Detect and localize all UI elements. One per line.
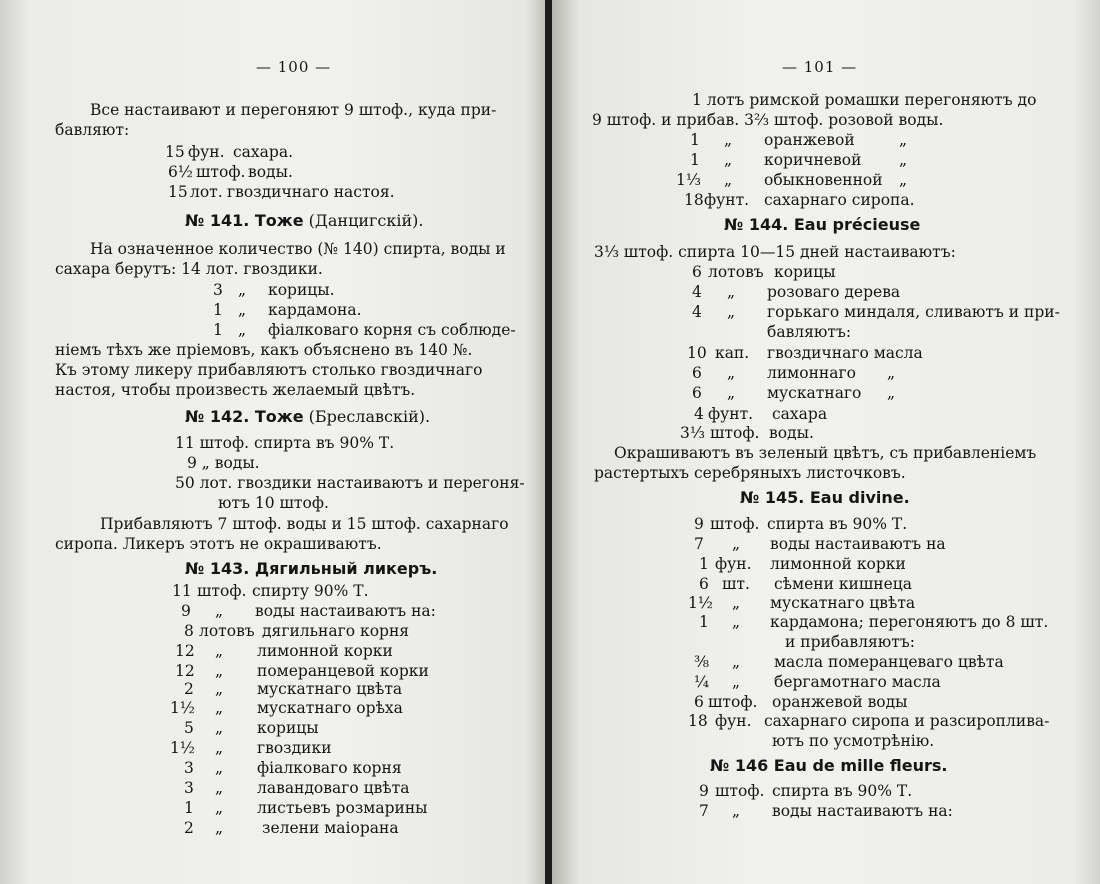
list-item: 1½ „ гвоздики — [170, 739, 332, 757]
text-line: растертыхъ серебряныхъ листочковъ. — [594, 464, 906, 482]
list-item: 1½ „ мускатнаго цвѣта — [688, 594, 916, 612]
list-item: 1 „ кардамона. — [213, 301, 362, 319]
list-item: 1 „ фіалковаго корня съ соблюде- — [213, 321, 516, 339]
list-item: ¼ „ бергамотнаго масла — [694, 673, 941, 691]
list-item: 1 „ коричневой „ — [690, 151, 908, 169]
list-item: 12 „ померанцевой корки — [175, 662, 429, 680]
list-item: 2 „ зелени маіорана — [184, 819, 399, 837]
text-line: Окрашиваютъ въ зеленый цвѣтъ, съ прибавленіемъ — [614, 444, 1037, 462]
list-item: 1 фун. лимонной корки — [699, 555, 906, 573]
recipe-heading: № 144. Eau précieuse — [724, 215, 921, 234]
list-item: 4 „ розоваго дерева — [692, 283, 901, 301]
list-item: 3⅓ штоф. воды. — [680, 424, 814, 442]
list-item: 8 лотовъ дягильнаго корня — [184, 622, 410, 640]
text-line: ніемъ тѣхъ же пріемовъ, какъ объяснено въ 140 №. — [55, 341, 473, 359]
list-item: 6 штоф. оранжевой воды — [694, 693, 908, 711]
list-item: 3 „ корицы. — [213, 281, 335, 299]
text-line: 1 лотъ римской ромашки перегоняютъ до — [692, 91, 1037, 109]
text-line: настоя, чтобы произвесть желаемый цвѣтъ. — [55, 381, 416, 399]
text-line: 50 лот. гвоздики настаиваютъ и перегоня- — [175, 474, 525, 492]
text-line: Къ этому ликеру прибавляютъ столько гвоздичнаго — [55, 361, 483, 379]
list-item: 6 „ лимоннаго „ — [692, 364, 896, 382]
recipe-heading: № 146 Eau de mille fleurs. — [710, 756, 948, 775]
list-item: 18 фун. сахарнаго сиропа и разсироплива- — [688, 712, 1050, 730]
list-item: 5 „ корицы — [184, 719, 319, 737]
list-item: 2 „ мускатнаго цвѣта — [184, 680, 403, 698]
list-item: и прибавляютъ: — [785, 633, 915, 651]
list-item: 1⅓ „ обыкновенной „ — [676, 171, 908, 189]
list-item: бавляютъ: — [767, 323, 852, 341]
list-item: 6 лотовъ корицы — [692, 263, 836, 281]
text-line: Все настаивают и перегоняют 9 штоф., куда при- — [90, 101, 497, 119]
list-item: 18 фунт. сахарнаго сиропа. — [684, 191, 915, 209]
list-item: 6½ штоф. воды. — [168, 163, 293, 181]
text-line: 3⅓ штоф. спирта 10—15 дней настаиваютъ: — [594, 243, 956, 261]
list-item: 3 „ лавандоваго цвѣта — [184, 779, 410, 797]
list-item: 1 „ листьевъ розмарины — [184, 799, 428, 817]
recipe-heading: № 143. Дягильный ликеръ. — [185, 559, 438, 578]
list-item: 6 шт. сѣмени кишнеца — [699, 575, 912, 593]
left-page — [0, 0, 548, 884]
list-item: 11 штоф. спирту 90% Т. — [172, 582, 369, 600]
text-line: 9 „ воды. — [187, 454, 260, 472]
list-item: 12 „ лимонной корки — [175, 642, 393, 660]
list-item: 3 „ фіалковаго корня — [184, 759, 402, 777]
list-item: 6 „ мускатнаго „ — [692, 384, 896, 402]
list-item: 1½ „ мускатнаго орѣха — [170, 699, 403, 717]
right-page — [552, 0, 1100, 884]
list-item: 4 „ горькаго миндаля, сливаютъ и при- — [692, 303, 1060, 321]
list-item: 15 фун. сахара. — [165, 143, 293, 161]
text-line: На означенное количество (№ 140) спирта, воды и — [90, 240, 506, 258]
text-line: ютъ 10 штоф. — [218, 494, 329, 512]
list-item: ⅜ „ масла померанцеваго цвѣта — [694, 653, 1004, 671]
list-item: 1 „ кардамона; перегоняютъ до 8 шт. — [699, 613, 1049, 631]
list-item: 4 фунт. сахара — [694, 405, 828, 423]
text-line: бавляют: — [55, 121, 130, 139]
text-line: сахара берутъ: 14 лот. гвоздики. — [55, 260, 323, 278]
recipe-heading: № 142. Тоже (Бреславскій). — [185, 407, 431, 426]
text-line: Прибавляютъ 7 штоф. воды и 15 штоф. сахарнаго — [100, 515, 509, 533]
list-item: 9 „ воды настаиваютъ на: — [181, 602, 436, 620]
list-item: ютъ по усмотрѣнію. — [772, 732, 935, 750]
page-number: — 101 — — [782, 58, 858, 76]
list-item: 9 штоф. спирта въ 90% Т. — [699, 782, 913, 800]
text-line: 9 штоф. и прибав. 3⅔ штоф. розовой воды. — [592, 111, 944, 129]
list-item: 10 кап. гвоздичнаго масла — [687, 344, 923, 362]
recipe-heading: № 145. Eau divine. — [740, 488, 910, 507]
text-line: сиропа. Ликеръ этотъ не окрашиваютъ. — [55, 535, 382, 553]
list-item: 1 „ оранжевой „ — [690, 131, 908, 149]
list-item: 9 штоф. спирта въ 90% Т. — [694, 515, 908, 533]
text-line: 11 штоф. спирта въ 90% Т. — [175, 434, 395, 452]
recipe-heading: № 141. Тоже (Данцигскій). — [185, 211, 424, 230]
list-item: 7 „ воды настаиваютъ на — [694, 535, 946, 553]
page-number: — 100 — — [256, 58, 332, 76]
list-item: 15 лот. гвоздичнаго настоя. — [168, 183, 395, 201]
list-item: 7 „ воды настаиваютъ на: — [699, 802, 953, 820]
